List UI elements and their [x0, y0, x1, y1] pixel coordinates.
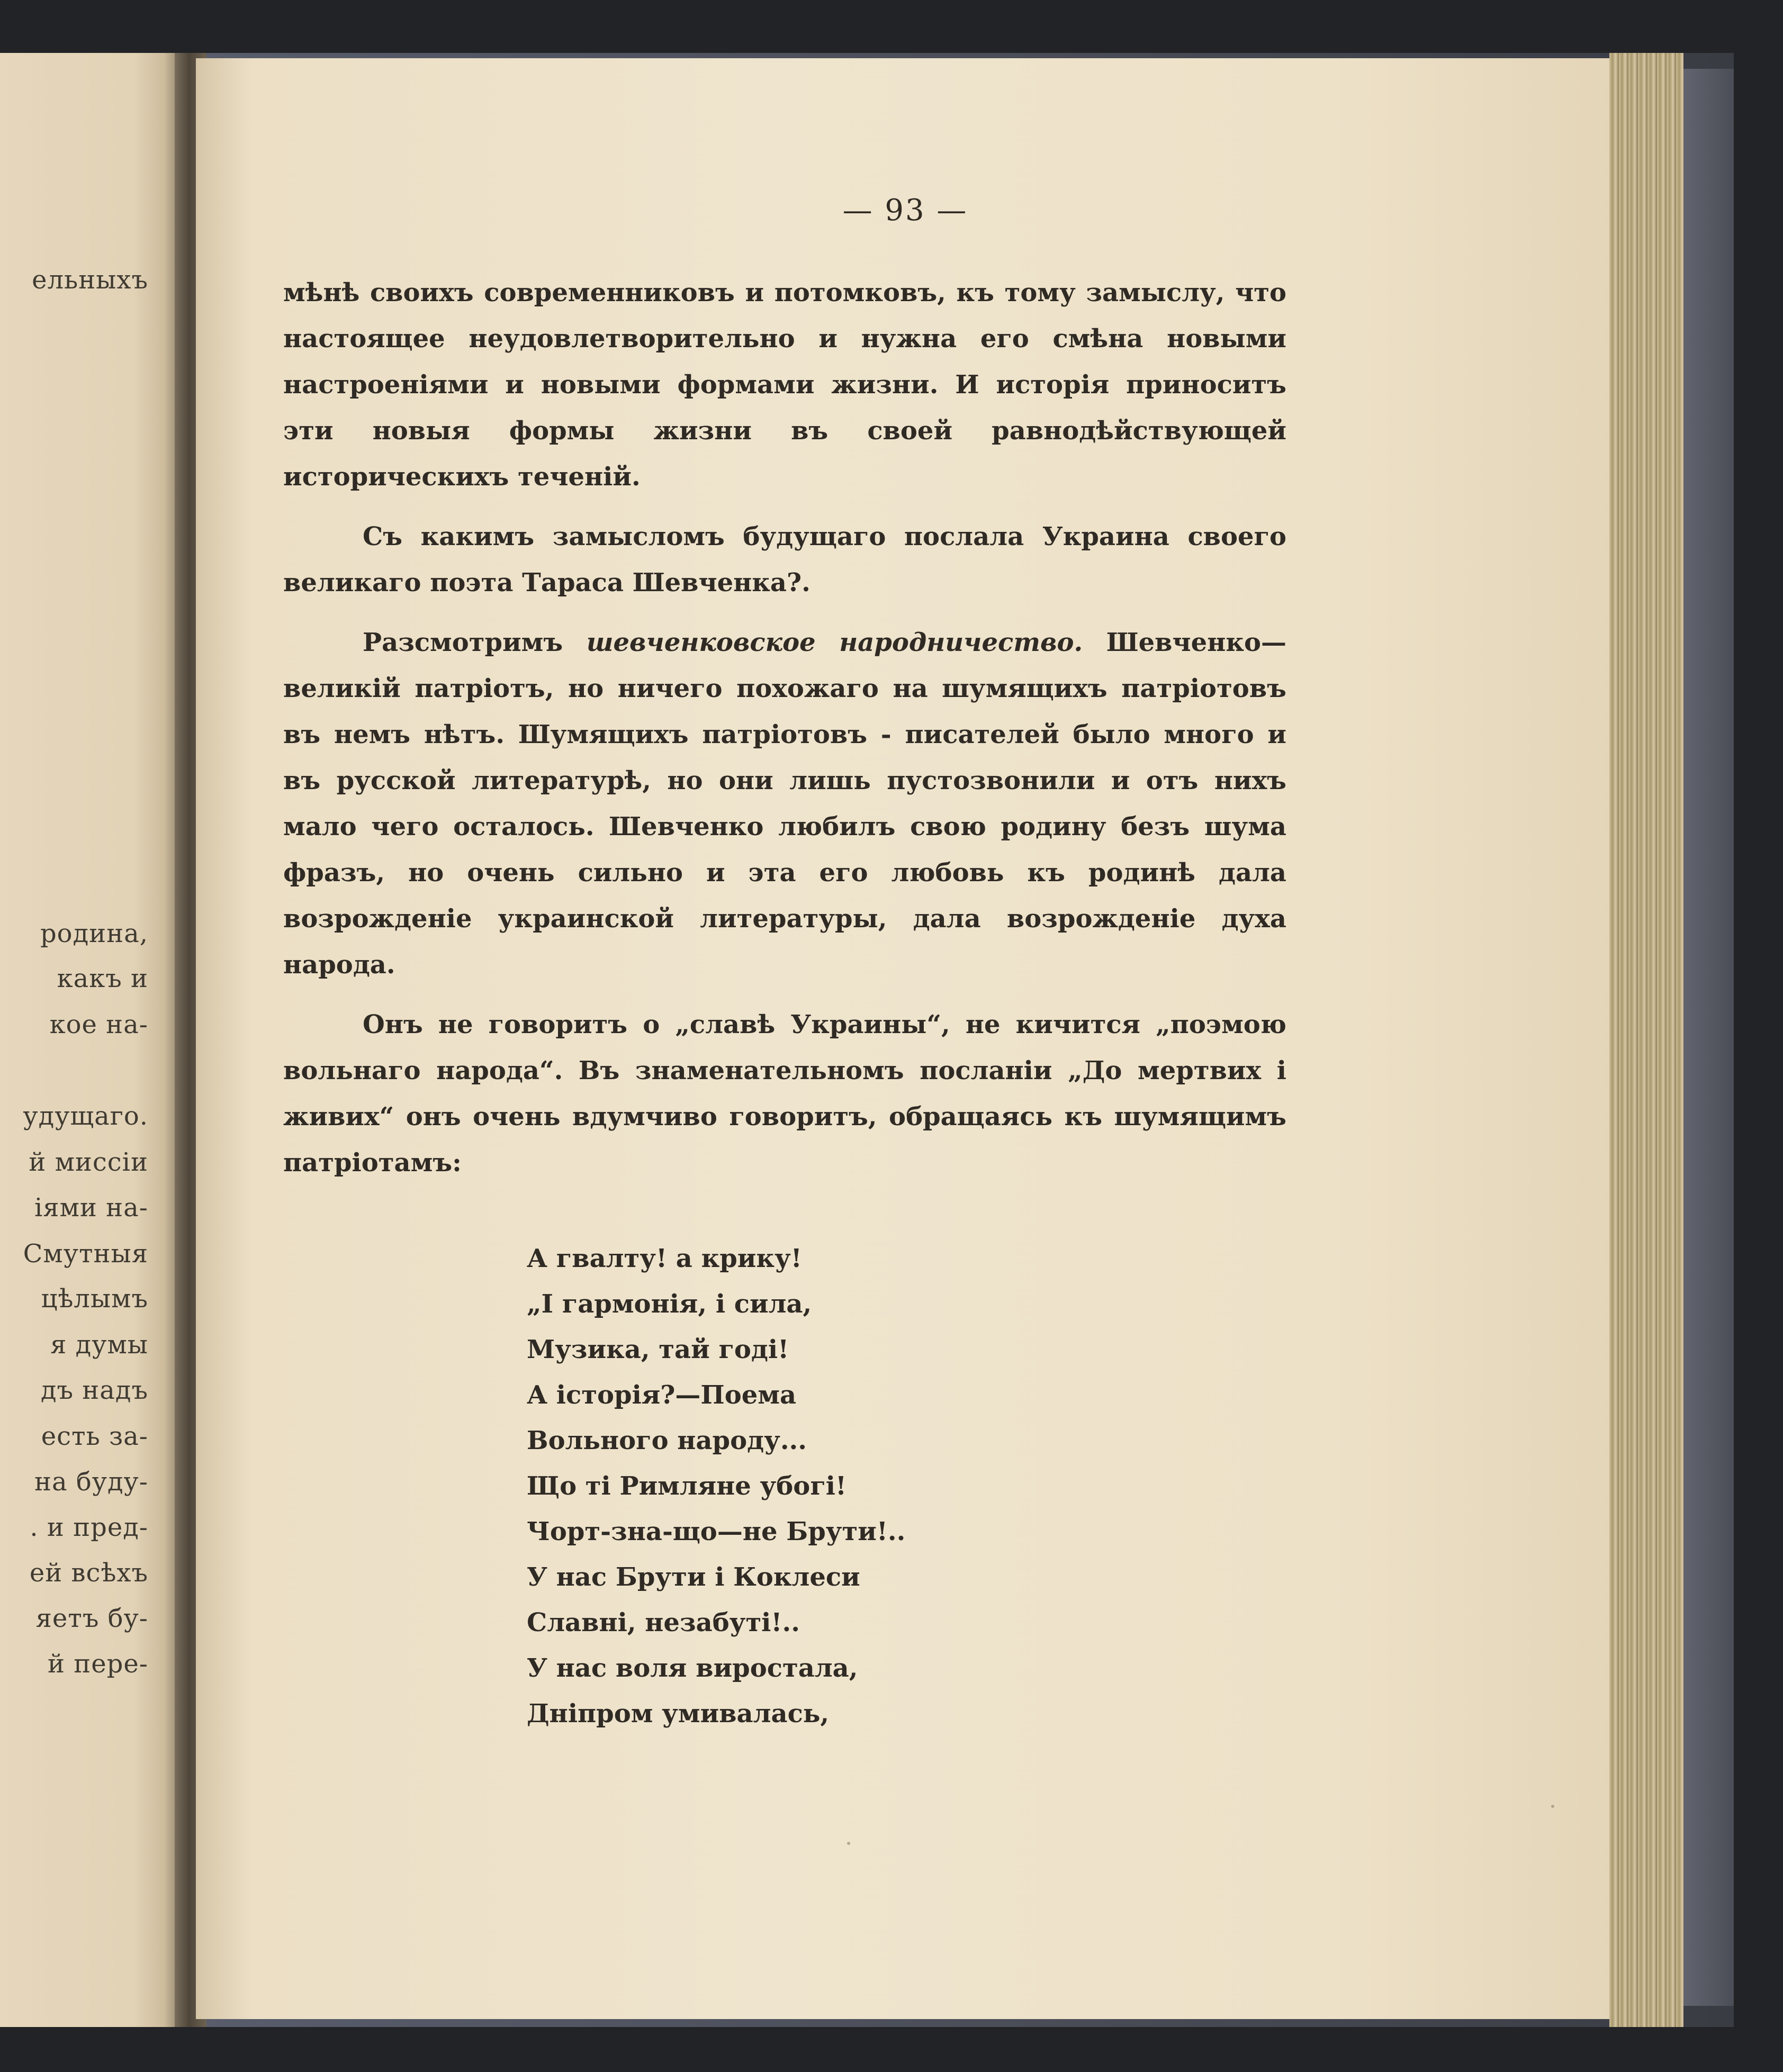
- poem-line: Що ті Римляне убогі!: [527, 1471, 847, 1501]
- left-page-fragment: ей всѣхъ: [29, 1558, 148, 1588]
- left-page-fragment: ельныхъ: [32, 265, 148, 295]
- paragraph-3-start: Разсмотримъ: [363, 628, 587, 657]
- poem-line: „І гармонія, і сила,: [527, 1289, 812, 1319]
- paragraph-2: Съ какимъ замысломъ будущаго послала Украина своего великаго поэта Тараса Шевченка?.: [283, 522, 1286, 598]
- paper-speck: [1551, 1805, 1554, 1808]
- book-scan: [0, 53, 1734, 2027]
- page-edges: [1609, 53, 1683, 2027]
- right-page: [196, 58, 1615, 2019]
- italic-term: шевченковское народничество.: [586, 628, 1083, 657]
- paragraph-3-rest: Шевченко— великій патріотъ, но ничего похожаго на шумящихъ патріотовъ въ немъ нѣтъ. Шумящихъ патріотовъ - писателей было много и въ русской литературѣ, но они лишь пустозвонили и отъ нихъ мало чего осталось. Шевченко любилъ свою родину безъ шума фразъ, но очень сильно и эта его любовь къ родинѣ дала возрожденіе украинской литературы, дала возрожденіе духа народа.: [283, 628, 1286, 980]
- left-page: [0, 53, 191, 2027]
- left-page-fragment: на буду-: [34, 1467, 148, 1497]
- poem-line: Дніпром умивалась,: [527, 1699, 830, 1729]
- left-page-fragment: . и пред-: [30, 1513, 148, 1542]
- left-page-fragment: я думы: [50, 1330, 148, 1360]
- left-page-fragment: родина,: [40, 919, 148, 948]
- paper-speck: [847, 1842, 850, 1845]
- left-page-fragment: яетъ бу-: [35, 1604, 148, 1633]
- book-cover-edge: [1683, 69, 1734, 2006]
- paragraph-1: мѣнѣ своихъ современниковъ и потомковъ, къ тому замыслу, что настоящее неудовлетворительно и нужна его смѣна новыми настроеніями и новыми формами жизни. И исторія приноситъ эти новыя формы жизни въ своей равнодѣйствующей историческихъ теченій.: [283, 278, 1286, 492]
- body-text: [283, 270, 1286, 1200]
- left-page-fragment: какъ и: [57, 964, 148, 993]
- left-page-fragment: іями на-: [34, 1193, 148, 1223]
- poem-line: У нас Брути і Коклеси: [527, 1562, 860, 1592]
- paragraph-4: Онъ не говоритъ о „славѣ Украины“, не кичится „поэмою вольнаго народа“. Въ знаменательномъ посланіи „До мертвих і живих“ онъ очень вдумчиво говоритъ, обращаясь къ шумящимъ патріотамъ:: [283, 1010, 1286, 1178]
- paragraph-3: [283, 620, 1286, 988]
- poem-line: Музика, тай годі!: [527, 1335, 789, 1364]
- left-page-fragment: удущаго.: [23, 1101, 148, 1131]
- poem-line: А історія?—Поема: [527, 1380, 797, 1410]
- left-page-fragment: кое на-: [49, 1010, 148, 1039]
- poem-line: Чорт-зна-що—не Брути!..: [527, 1517, 906, 1546]
- poem-quote: [527, 1236, 905, 1736]
- poem-line: У нас воля виростала,: [527, 1653, 858, 1683]
- left-page-fragment: дъ надъ: [40, 1376, 148, 1405]
- page-number: — 93 —: [842, 193, 968, 228]
- poem-line: Славні, незабуті!..: [527, 1608, 800, 1637]
- left-page-fragment: есть за-: [41, 1422, 148, 1451]
- left-page-fragment: й миссіи: [29, 1147, 148, 1177]
- poem-line: Вольного народу...: [527, 1426, 807, 1455]
- left-page-fragment: й пере-: [48, 1649, 148, 1679]
- left-page-fragment: Смутныя: [23, 1239, 148, 1269]
- poem-line: А гвалту! а крику!: [527, 1244, 802, 1273]
- left-page-fragment: цѣлымъ: [41, 1284, 148, 1314]
